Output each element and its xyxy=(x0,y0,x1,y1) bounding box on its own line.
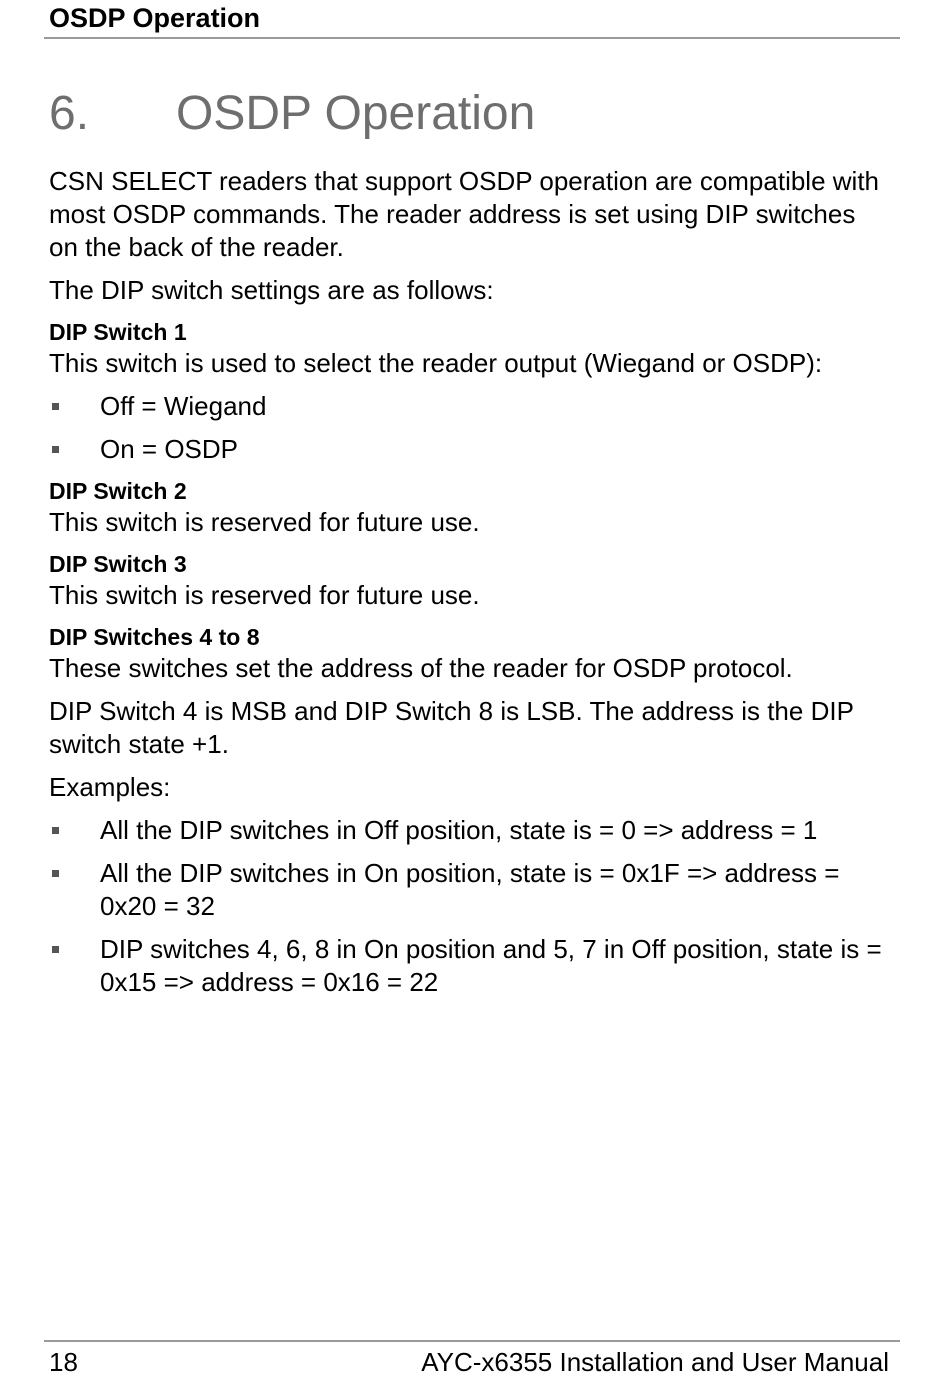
chapter-number: 6. xyxy=(49,87,90,140)
footer-rule xyxy=(44,1340,900,1342)
chapter-title-text: OSDP Operation xyxy=(176,87,536,140)
square-bullet-icon xyxy=(52,827,59,834)
square-bullet-icon xyxy=(52,446,59,453)
settings-intro: The DIP switch settings are as follows: xyxy=(49,275,494,305)
examples-label: Examples: xyxy=(49,772,171,802)
list-item xyxy=(49,814,889,847)
list-item-text: All the DIP switches in On position, state is = 0x1F => address = 0x20 = 32 xyxy=(100,858,840,921)
list-item xyxy=(49,857,889,923)
chapter-title xyxy=(49,82,535,146)
manual-title: AYC-x6355 Installation and User Manual xyxy=(421,1347,889,1377)
dip-switch-1-list xyxy=(49,390,889,466)
list-item xyxy=(49,933,889,999)
intro-paragraph: CSN SELECT readers that support OSDP operation are compatible with most OSDP commands. The reader address is set using DIP switches on the back of the reader. xyxy=(49,166,880,262)
list-item-text: DIP switches 4, 6, 8 in On position and 5, 7 in Off position, state is = 0x15 => address = 0x16 = 22 xyxy=(100,934,882,997)
page-content xyxy=(49,165,889,1009)
square-bullet-icon xyxy=(52,946,59,953)
dip-switch-2-text: This switch is reserved for future use. xyxy=(49,507,480,537)
list-item-text: All the DIP switches in Off position, state is = 0 => address = 1 xyxy=(100,815,818,845)
list-item xyxy=(49,390,889,423)
square-bullet-icon xyxy=(52,870,59,877)
list-item xyxy=(49,433,889,466)
list-item-text: Off = Wiegand xyxy=(100,391,267,421)
dip-switches-4-8-text: These switches set the address of the reader for OSDP protocol. xyxy=(49,653,793,683)
dip-switch-3-heading: DIP Switch 3 xyxy=(49,551,187,577)
dip-switch-2-heading: DIP Switch 2 xyxy=(49,478,187,504)
dip-switches-4-8-heading: DIP Switches 4 to 8 xyxy=(49,624,260,650)
running-header: OSDP Operation xyxy=(49,3,261,33)
header-rule xyxy=(44,37,900,39)
dip-switches-msb-lsb-text: DIP Switch 4 is MSB and DIP Switch 8 is LSB. The address is the DIP switch state +1. xyxy=(49,696,854,759)
page-number: 18 xyxy=(49,1347,78,1377)
square-bullet-icon xyxy=(52,403,59,410)
examples-list xyxy=(49,814,889,999)
list-item-text: On = OSDP xyxy=(100,434,238,464)
dip-switch-1-text: This switch is used to select the reader output (Wiegand or OSDP): xyxy=(49,348,823,378)
dip-switch-3-text: This switch is reserved for future use. xyxy=(49,580,480,610)
dip-switch-1-heading: DIP Switch 1 xyxy=(49,319,187,345)
